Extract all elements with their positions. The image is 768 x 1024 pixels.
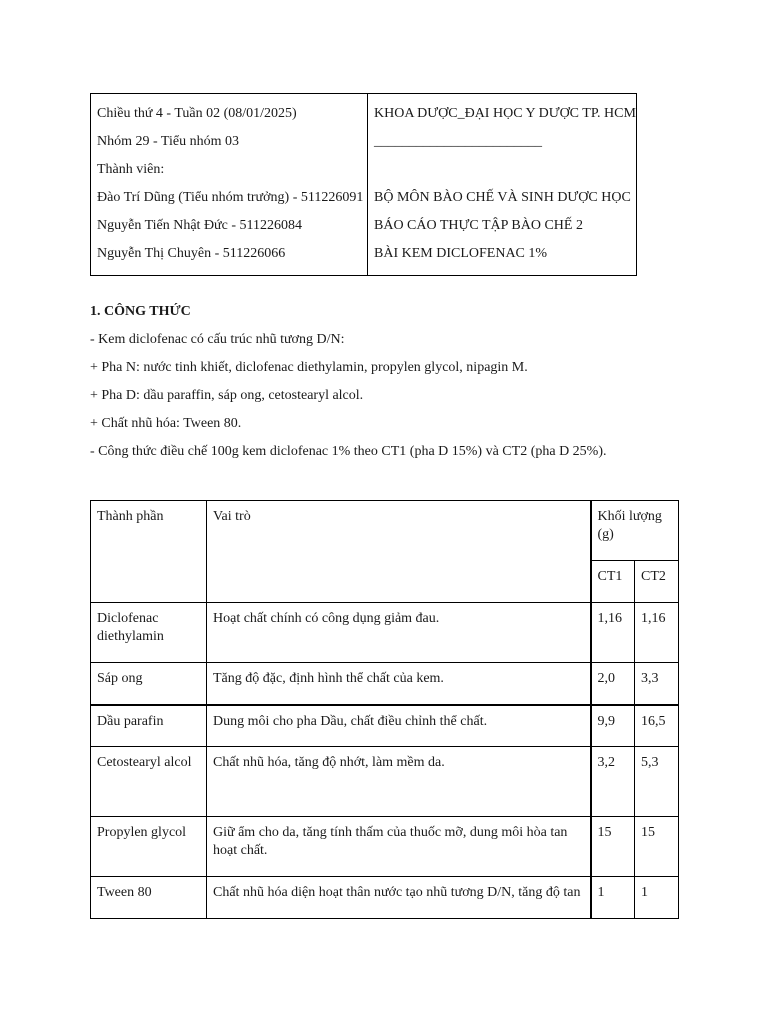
section-heading: 1. CÔNG THỨC [90, 304, 191, 319]
paragraph: + Pha N: nước tinh khiết, diclofenac diethylamin, propylen glycol, nipagin M. [90, 360, 528, 375]
cell-role: Chất nhũ hóa, tăng độ nhớt, làm mềm da. [207, 747, 591, 817]
paragraph: + Chất nhũ hóa: Tween 80. [90, 416, 242, 431]
blank-line [374, 156, 630, 184]
paragraph: - Kem diclofenac có cấu trúc nhũ tương D/N: [90, 332, 345, 347]
group-info: Nhóm 29 - Tiểu nhóm 03 [97, 134, 239, 149]
table-row [91, 817, 679, 877]
cell-component: Diclofenac diethylamin [91, 603, 207, 663]
cell-ct1: 2,0 [591, 663, 635, 705]
table-row [91, 663, 679, 705]
table-row [91, 747, 679, 817]
cell-ct1: 9,9 [591, 705, 635, 747]
formula-section [90, 298, 690, 466]
members-label: Thành viên: [97, 162, 165, 177]
header-role: Vai trò [207, 501, 591, 603]
paragraph: + Pha D: dầu paraffin, sáp ong, cetostearyl alcol. [90, 388, 364, 403]
header-component: Thành phần [91, 501, 207, 603]
table-row [91, 877, 679, 919]
cell-ct1: 1,16 [591, 603, 635, 663]
session-info: Chiều thứ 4 - Tuần 02 (08/01/2025) [97, 106, 297, 121]
header-table [90, 93, 637, 276]
header-ct1: CT1 [591, 561, 635, 603]
cell-component: Sáp ong [91, 663, 207, 705]
cell-component: Cetostearyl alcol [91, 747, 207, 817]
cell-role: Hoạt chất chính có công dụng giảm đau. [207, 603, 591, 663]
cell-ct1: 3,2 [591, 747, 635, 817]
member-1: Đào Trí Dũng (Tiểu nhóm trưởng) - 511226091 [97, 190, 364, 205]
cell-ct2: 5,3 [635, 747, 679, 817]
cell-ct2: 1,16 [635, 603, 679, 663]
report-title: BÁO CÁO THỰC TẬP BÀO CHẾ 2 [374, 218, 583, 233]
member-2: Nguyễn Tiến Nhật Đức - 511226084 [97, 218, 303, 233]
header-ct2: CT2 [635, 561, 679, 603]
cell-ct1: 1 [591, 877, 635, 919]
cell-component: Dầu parafin [91, 705, 207, 747]
faculty-name: KHOA DƯỢC_ĐẠI HỌC Y DƯỢC TP. HCM [374, 106, 636, 121]
underline-rule: ________________________ [374, 134, 542, 149]
lesson-title: BÀI KEM DICLOFENAC 1% [374, 246, 548, 261]
cell-ct2: 3,3 [635, 663, 679, 705]
header-mass: Khối lượng (g) [591, 501, 679, 561]
table-row [91, 705, 679, 747]
cell-ct2: 16,5 [635, 705, 679, 747]
cell-ct2: 15 [635, 817, 679, 877]
paragraph: - Công thức điều chế 100g kem diclofenac 1% theo CT1 (pha D 15%) và CT2 (pha D 25%). [90, 444, 607, 459]
cell-role: Tăng độ đặc, định hình thể chất của kem. [207, 663, 591, 705]
cell-component: Tween 80 [91, 877, 207, 919]
table-row [91, 603, 679, 663]
department-name: BỘ MÔN BÀO CHẾ VÀ SINH DƯỢC HỌC [374, 190, 631, 205]
header-left-cell [91, 94, 368, 276]
cell-role: Giữ ẩm cho da, tăng tính thấm của thuốc mỡ, dung môi hòa tan hoạt chất. [207, 817, 591, 877]
cell-component: Propylen glycol [91, 817, 207, 877]
member-3: Nguyễn Thị Chuyên - 511226066 [97, 246, 286, 261]
formula-table [90, 500, 679, 919]
cell-role: Chất nhũ hóa diện hoạt thân nước tạo nhũ tương D/N, tăng độ tan [207, 877, 591, 919]
cell-role: Dung môi cho pha Dầu, chất điều chỉnh thể chất. [207, 705, 591, 747]
cell-ct1: 15 [591, 817, 635, 877]
cell-ct2: 1 [635, 877, 679, 919]
header-right-cell [368, 94, 637, 276]
